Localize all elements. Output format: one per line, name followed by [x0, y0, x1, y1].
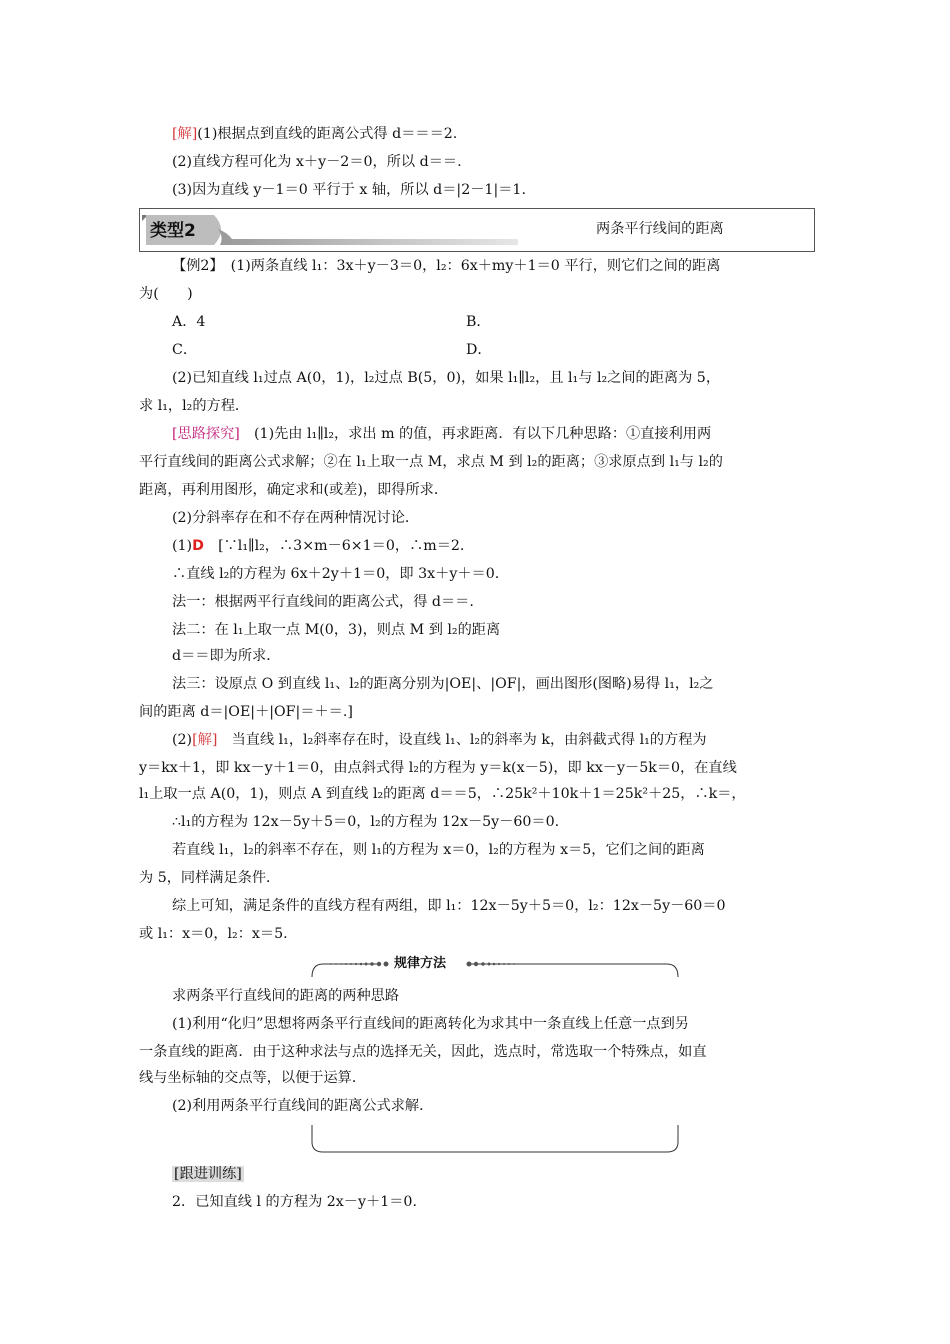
solution-tag: [解]	[172, 126, 198, 142]
idea-line-2: 平行直线间的距离公式求解；②在 l₁上取一点 M，求点 M 到 l₂的距离；③求原点到 l₁与 l₂的	[139, 454, 723, 470]
practice-line-1: 2．已知直线 l 的方程为 2x－y＋1＝0.	[172, 1194, 417, 1210]
method-line-4: 线与坐标轴的交点等，以便于运算．	[139, 1070, 367, 1086]
sol2-line-3: l₁上取一点 A(0，1)，则点 A 到直线 l₂的距离 d＝＝5，∴25k²＋10k＋1＝25k²＋25，∴k＝，	[139, 786, 746, 802]
sol1-line-1	[172, 536, 464, 556]
sol2-prefix: (2)	[172, 732, 193, 748]
solution-text: (1)根据点到直线的距离公式得 d＝＝＝2.	[197, 126, 458, 142]
example-line-2: 为( )	[139, 286, 193, 302]
sol1-prefix: (1)	[172, 538, 193, 554]
question2-line-1: (2)已知直线 l₁过点 A(0，1)，l₂过点 B(5，0)，如果 l₁∥l₂，且 l₁与 l₂之间的距离为 5，	[172, 370, 721, 386]
sol1-line-7: 间的距离 d＝|OE|＋|OF|＝＋＝.]	[139, 704, 353, 720]
sol2-text: 当直线 l₁，l₂斜率存在时，设直线 l₁、l₂的斜率为 k，由斜截式得 l₁的方程为	[217, 732, 707, 748]
idea-line-3: 距离，再利用图形，确定求和(或差)，即得所求．	[139, 482, 449, 498]
method-line-3: 一条直线的距离．由于这种求法与点的选择无关，因此，选点时，常选取一个特殊点，如直	[139, 1044, 707, 1060]
idea-line-1	[172, 424, 711, 444]
sol2-line-8: 或 l₁：x＝0，l₂：x＝5.	[139, 926, 288, 942]
sol1-text: [∵l₁∥l₂，∴3×m－6×1＝0，∴m＝2.	[203, 538, 465, 554]
sol2-line-1	[172, 730, 707, 750]
idea-line-4: (2)分斜率存在和不存在两种情况讨论．	[172, 510, 420, 526]
method-line-5: (2)利用两条平行直线间的距离公式求解．	[172, 1098, 434, 1114]
sol2-line-7: 综上可知，满足条件的直线方程有两组，即 l₁：12x－5y＋5＝0，l₂：12x－5y－60＝0	[172, 898, 726, 914]
method-frame-bottom	[311, 1124, 679, 1154]
answer-badge: D	[192, 538, 204, 554]
solution-line-1	[172, 124, 457, 144]
type-header	[139, 208, 815, 252]
question2-line-2: 求 l₁，l₂的方程．	[139, 398, 250, 414]
method-title: 规律方法	[394, 956, 447, 971]
sol1-line-6: 法三：设原点 O 到直线 l₁、l₂的距离分别为|OE|、|OF|，画出图形(图略)易得 l₁，l₂之	[172, 676, 714, 692]
option-a: A．4	[172, 314, 206, 330]
sol2-tag: [解]	[192, 732, 218, 748]
idea-text: (1)先由 l₁∥l₂，求出 m 的值，再求距离．有以下几种思路：①直接利用两	[239, 426, 712, 442]
sol1-line-4: 法二：在 l₁上取一点 M(0，3)，则点 M 到 l₂的距离	[172, 622, 501, 638]
sol2-line-5: 若直线 l₁，l₂的斜率不存在，则 l₁的方程为 x＝0，l₂的方程为 x＝5，它们之间的距离	[172, 842, 705, 858]
option-d: D．	[466, 342, 492, 358]
example-line-1: 【例2】 (1)两条直线 l₁：3x＋y－3＝0，l₂：6x＋my＋1＝0 平行，则它们之间的距离	[172, 258, 721, 274]
solution-line-2: (2)直线方程可化为 x＋y－2＝0，所以 d＝＝.	[172, 154, 462, 170]
type-label: 类型2	[150, 221, 196, 241]
type-header-banner	[142, 215, 518, 245]
sol2-line-6: 为 5，同样满足条件．	[139, 870, 281, 886]
sol1-line-3: 法一：根据两平行直线间的距离公式，得 d＝＝.	[172, 594, 474, 610]
sol2-line-4: ∴l₁的方程为 12x－5y＋5＝0，l₂的方程为 12x－5y－60＝0.	[172, 814, 560, 830]
option-c: C．	[172, 342, 198, 358]
type-title: 两条平行线间的距离	[596, 221, 724, 237]
method-line-1: 求两条平行直线间的距离的两种思路	[172, 988, 400, 1004]
idea-tag: [思路探究]	[172, 426, 240, 442]
practice-tag: [跟进训练]	[174, 1166, 242, 1182]
method-line-2: (1)利用“化归”思想将两条平行直线间的距离转化为求其中一条直线上任意一点到另	[172, 1016, 689, 1032]
sol1-line-5: d＝＝即为所求．	[172, 648, 281, 664]
sol1-line-2: ∴直线 l₂的方程为 6x＋2y＋1＝0，即 3x＋y＋＝0.	[172, 566, 500, 582]
sol2-line-2: y＝kx＋1，即 kx－y＋1＝0，由点斜式得 l₂的方程为 y＝k(x－5)，即 kx－y－5k＝0，在直线	[139, 760, 737, 776]
practice-tag-line	[172, 1164, 244, 1184]
option-b: B．	[466, 314, 491, 330]
solution-line-3: (3)因为直线 y－1＝0 平行于 x 轴，所以 d＝|2－1|＝1.	[172, 182, 526, 198]
method-frame-top	[311, 956, 679, 978]
